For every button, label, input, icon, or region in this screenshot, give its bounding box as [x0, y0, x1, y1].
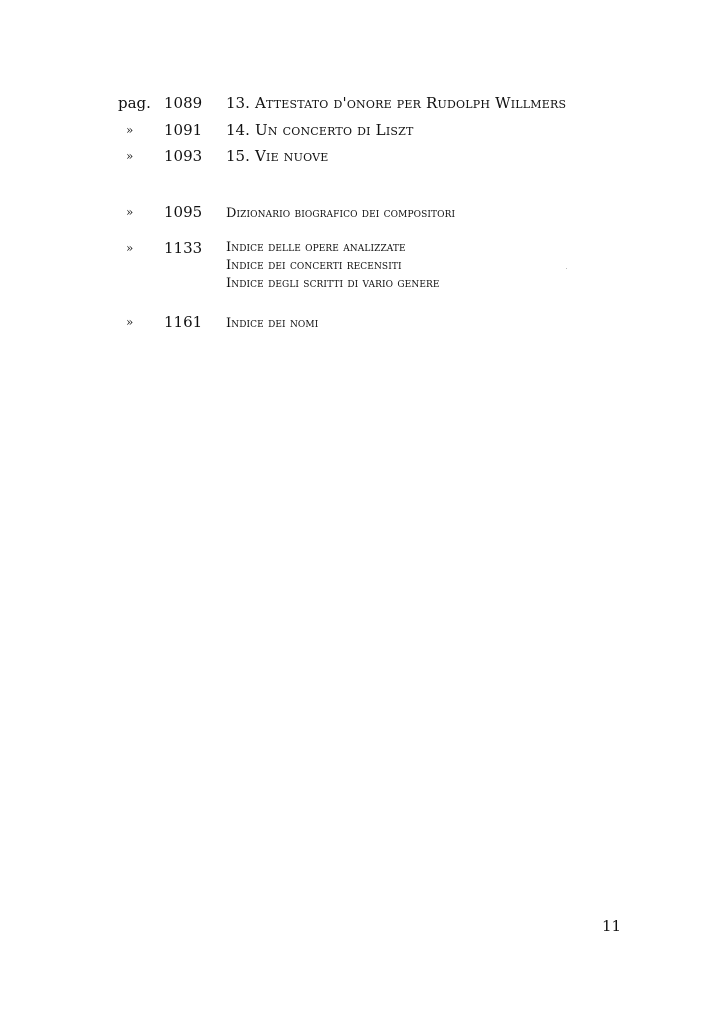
- toc-entry: [226, 203, 455, 223]
- toc-entry: [226, 147, 328, 165]
- toc-page-number: 1089: [164, 94, 203, 112]
- toc-entry-title: Dizionario biografico dei compositori: [226, 206, 456, 221]
- toc-entry-title: Un concerto di Liszt: [255, 121, 414, 139]
- toc-entry-title: Attestato d'onore per Rudolph Willmers: [255, 94, 567, 112]
- page-folio: 11: [602, 917, 622, 935]
- toc-prefix: »: [126, 241, 134, 255]
- toc-page-number: 1133: [164, 239, 203, 257]
- toc-prefix: »: [126, 205, 134, 219]
- toc-prefix: »: [126, 123, 134, 137]
- toc-entry-title: Indice degli scritti di vario genere: [226, 276, 440, 291]
- toc-entry: [226, 313, 318, 333]
- toc-entry-number: 15.: [226, 147, 250, 165]
- toc-entry-group: [226, 239, 440, 293]
- toc-prefix: pag.: [118, 94, 151, 112]
- toc-page-number: 1161: [164, 313, 203, 331]
- toc-entry-title: Indice delle opere analizzate: [226, 240, 406, 255]
- toc-page-number: 1091: [164, 121, 203, 139]
- toc-page-number: 1095: [164, 203, 203, 221]
- toc-entry-number: 13.: [226, 94, 250, 112]
- toc-entry-number: 14.: [226, 121, 250, 139]
- toc-entry-title: Vie nuove: [255, 147, 329, 165]
- toc-entry: [226, 121, 414, 139]
- toc-page-number: 1093: [164, 147, 203, 165]
- toc-entry: [226, 94, 566, 112]
- toc-prefix: »: [126, 149, 134, 163]
- toc-entry-title: Indice dei concerti recensiti: [226, 258, 402, 273]
- scan-speck: [566, 268, 567, 269]
- toc-prefix: »: [126, 315, 134, 329]
- toc-entry-title: Indice dei nomi: [226, 316, 319, 331]
